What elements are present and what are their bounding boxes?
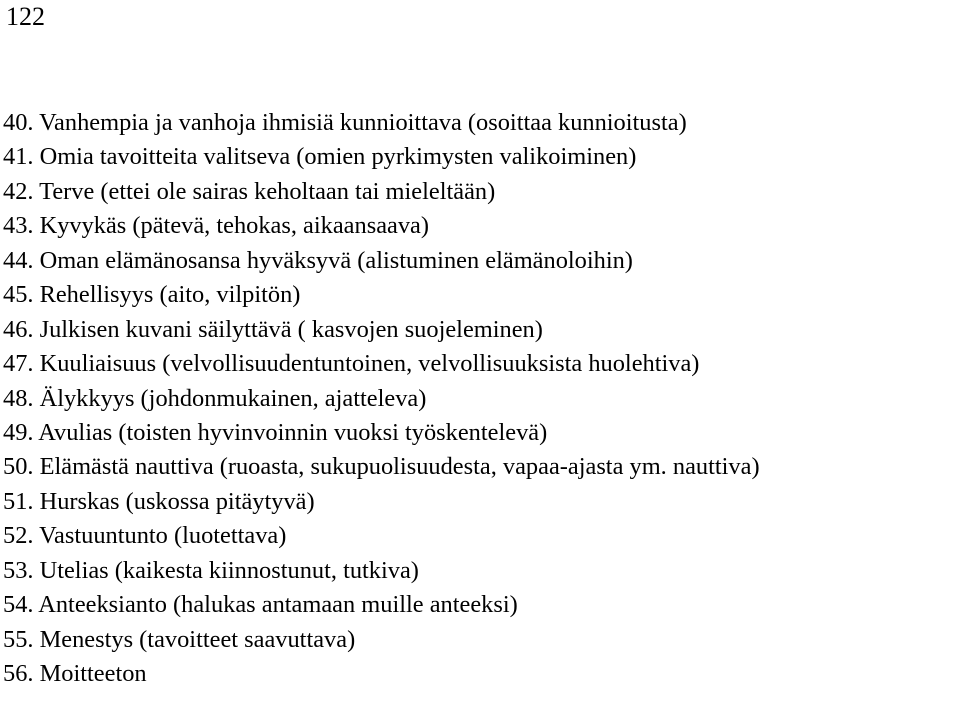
- list-item: 43. Kyvykäs (pätevä, tehokas, aikaansaava): [3, 212, 429, 240]
- list-item: 44. Oman elämänosansa hyväksyvä (alistuminen elämänoloihin): [3, 246, 633, 274]
- list-item: 52. Vastuuntunto (luotettava): [3, 522, 287, 550]
- list-item: 42. Terve (ettei ole sairas keholtaan tai mieleltään): [3, 177, 496, 205]
- list-item: 50. Elämästä nauttiva (ruoasta, sukupuolisuudesta, vapaa-ajasta ym. nauttiva): [3, 453, 760, 481]
- list-item: 55. Menestys (tavoitteet saavuttava): [3, 625, 356, 653]
- list-item: 56. Moitteeton: [3, 660, 147, 687]
- list-item: 45. Rehellisyys (aito, vilpitön): [3, 281, 301, 309]
- list-item: 40. Vanhempia ja vanhoja ihmisiä kunnioittava (osoittaa kunnioitusta): [3, 109, 687, 136]
- page-number: 122: [6, 2, 45, 31]
- list-item: 54. Anteeksianto (halukas antamaan muille anteeksi): [3, 591, 518, 619]
- list-item: 41. Omia tavoitteita valitseva (omien pyrkimysten valikoiminen): [3, 143, 637, 171]
- list-item: 46. Julkisen kuvani säilyttävä ( kasvojen suojeleminen): [3, 315, 543, 343]
- list-item: 47. Kuuliaisuus (velvollisuudentuntoinen, velvollisuuksista huolehtiva): [3, 350, 700, 378]
- list-item: 48. Älykkyys (johdonmukainen, ajatteleva): [3, 384, 427, 412]
- list-item: 49. Avulias (toisten hyvinvoinnin vuoksi työskentelevä): [3, 418, 548, 446]
- list-item: 51. Hurskas (uskossa pitäytyvä): [3, 487, 315, 515]
- list-item: 53. Utelias (kaikesta kiinnostunut, tutkiva): [3, 556, 419, 584]
- value-list: [3, 106, 760, 691]
